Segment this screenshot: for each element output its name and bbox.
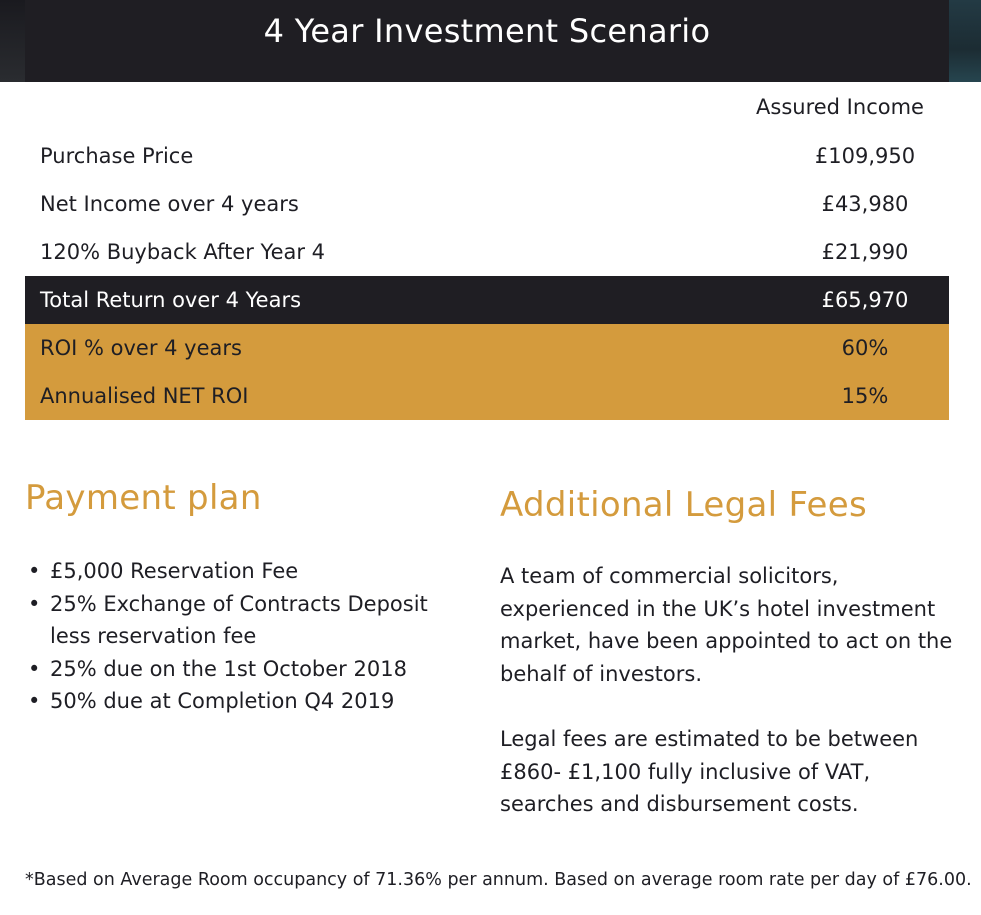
bullet-icon: •	[28, 656, 41, 681]
row-label: Total Return over 4 Years	[40, 288, 302, 312]
row-value: 60%	[841, 336, 889, 360]
payment-plan-list	[28, 555, 470, 718]
bullet-icon: •	[28, 559, 41, 583]
table-row-net-income	[25, 180, 949, 228]
legal-fees-paragraph-1: A team of commercial solicitors, experienced in the UK’s hotel investment market, have been appointed to act on the behalf of investors.	[500, 564, 953, 686]
table-row-roi	[25, 324, 949, 372]
row-label: Purchase Price	[40, 144, 194, 168]
table-row-buyback	[25, 228, 949, 276]
row-label: Annualised NET ROI	[40, 384, 249, 408]
bullet-icon: •	[28, 689, 41, 713]
row-value: £43,980	[821, 192, 909, 216]
background-photo-edge-left	[0, 0, 25, 82]
row-value: £109,950	[814, 144, 916, 168]
row-label: ROI % over 4 years	[40, 336, 242, 360]
payment-plan-title: Payment plan	[25, 478, 262, 518]
page-header	[25, 0, 949, 82]
list-item: • 25% due on the 1st October 2018	[28, 653, 470, 686]
column-header-assured-income: Assured Income	[756, 95, 924, 119]
legal-fees-title: Additional Legal Fees	[500, 485, 867, 525]
background-photo-edge-right	[949, 0, 981, 82]
row-value: £65,970	[821, 288, 909, 312]
row-value: £21,990	[821, 240, 909, 264]
row-label: Net Income over 4 years	[40, 192, 299, 216]
footnote: *Based on Average Room occupancy of 71.36% per annum. Based on average room rate per day of £76.00.	[25, 870, 972, 890]
table-row-annualised-roi	[25, 372, 949, 420]
list-item: • £5,000 Reservation Fee	[28, 555, 470, 588]
bullet-icon: •	[28, 591, 41, 616]
row-label: 120% Buyback After Year 4	[40, 240, 326, 264]
legal-fees-paragraph-2: Legal fees are estimated to be between £860- £1,100 fully inclusive of VAT, searches and disbursement costs.	[500, 727, 919, 816]
row-value: 15%	[841, 384, 889, 408]
table-row-total-return	[25, 276, 949, 324]
list-item: • 25% Exchange of Contracts Deposit less reservation fee	[28, 588, 450, 653]
list-item: • 50% due at Completion Q4 2019	[28, 685, 470, 718]
table-row-purchase-price	[25, 132, 949, 180]
page-title: 4 Year Investment Scenario	[263, 12, 711, 50]
